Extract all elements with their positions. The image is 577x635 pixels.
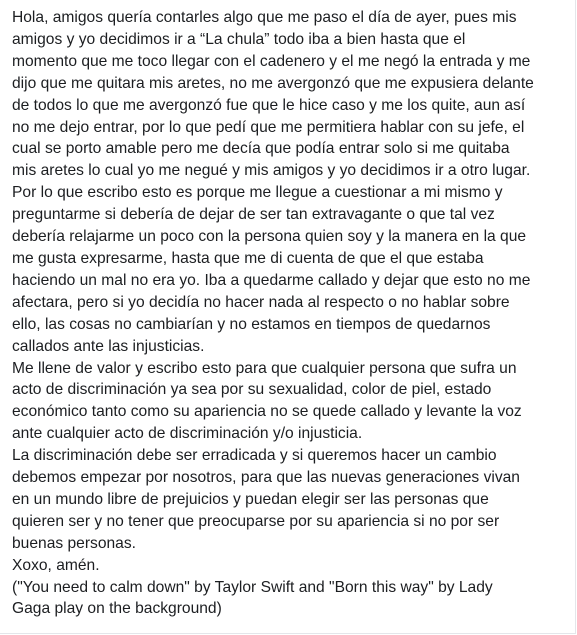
post-paragraph-courage: Me llene de valor y escribo esto para que cualquier persona que sufra un acto de discriminación ya sea por su sexualidad, color de piel, estado económico tanto como su apariencia no se quede callado y levante la voz ante cualquier acto de discriminación y/o injusticia.: [12, 359, 522, 443]
post-paragraph-music-note: ("You need to calm down" by Taylor Swift and "Born this way" by Lady Gaga play on the background): [12, 578, 493, 618]
post-paragraph-reflection: Por lo que escribo esto es porque me llegue a cuestionar a mi mismo y preguntarme si debería de dejar de ser tan extravagante o que tal vez debería relajarme un poco con la persona quien soy y la manera en la que me gusta expresarme, hasta que me di cuenta de que el que estaba haciendo un mal no era yo. Iba a quedarme callado y dejar que esto no me afectara, pero si yo decidía no hacer nada al respecto o no hablar sobre ello, las cosas no cambiarían y no estamos en tiempos de quedarnos callados ante las injusticias.: [12, 184, 531, 355]
post-paragraph-signoff: Xoxo, amén.: [12, 556, 100, 574]
post-text: [12, 7, 572, 620]
post-paragraph-story: Hola, amigos quería contarles algo que me paso el día de ayer, pues mis amigos y yo decidimos ir a “La chula” todo iba a bien hasta que el momento que me toco llegar con el cadenero y el me negó la entrada y me dijo que me quitara mis aretes, no me avergonzó que me expusiera delante de todos lo que me avergonzó fue que le hice caso y me los quite, aun así no me dejo entrar, por lo que pedí que me permitiera hablar con su jefe, el cual se porto amable pero me decía que podía entrar solo si me quitaba mis aretes lo cual yo me negué y mis amigos y yo decidimos ir a otro lugar.: [12, 9, 534, 180]
post-paragraph-call-to-action: La discriminación debe ser erradicada y si queremos hacer un cambio debemos empezar por nosotros, para que las nuevas generaciones vivan en un mundo libre de prejuicios y puedan elegir ser las personas que quieren ser y no tener que preocuparse por su apariencia si no por ser buenas personas.: [12, 447, 520, 552]
